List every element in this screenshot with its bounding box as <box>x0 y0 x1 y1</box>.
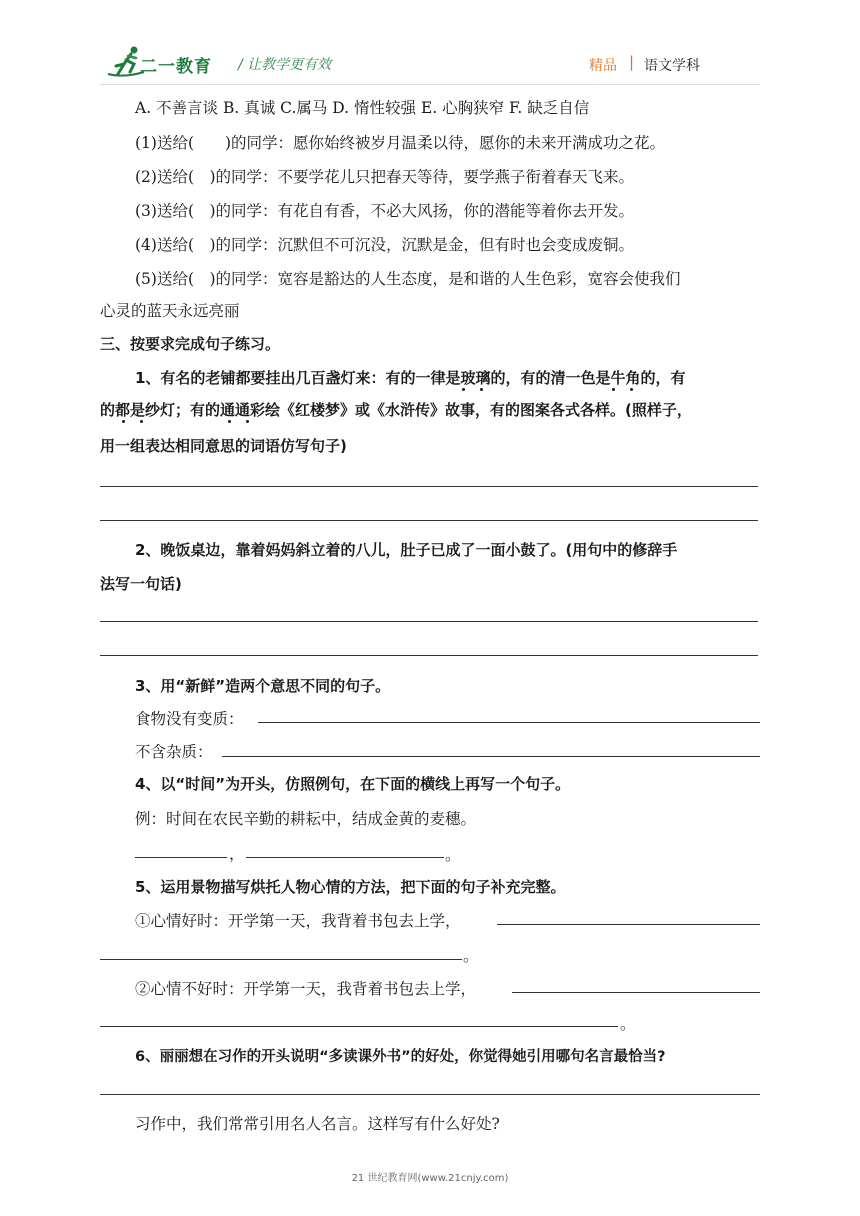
q5-prompt-a: ①心情好时：开学第一天，我背着书包去上学， <box>135 912 461 930</box>
answer-line[interactable] <box>100 1094 760 1095</box>
gift-item-2: (2)送给( )的同学：不要学花儿只把春天等待，要学燕子衔着春天飞来。 <box>135 168 635 186</box>
answer-line[interactable] <box>100 1026 618 1027</box>
emphasis-dot <box>480 388 483 391</box>
header-separator: | <box>629 53 635 71</box>
answer-line[interactable] <box>100 621 758 622</box>
q4-period: 。 <box>445 846 461 864</box>
emphasis-dot <box>140 420 143 423</box>
answer-line[interactable] <box>100 520 758 521</box>
q5-prompt-b: ②心情不好时：开学第一天，我背着书包去上学， <box>135 980 477 998</box>
gift-item-5-cont: 心灵的蓝天永远亮丽 <box>100 302 240 320</box>
q4-comma: ， <box>229 845 245 863</box>
page-footer: 21 世纪教育网(www.21cnjy.com) <box>351 1173 509 1184</box>
subject-label: 语文学科 <box>644 58 700 74</box>
gift-item-5: (5)送给( )的同学：宽容是豁达的人生态度，是和谐的人生色彩，宽容会使我们 <box>135 270 681 288</box>
options-line: A. 不善言谈 B. 真诚 C.属马 D. 惰性较强 E. 心胸狭窄 F. 缺乏自信 <box>135 99 590 117</box>
answer-line[interactable] <box>100 655 758 656</box>
answer-line[interactable] <box>246 857 444 858</box>
slogan: / 让教学更有效 <box>238 57 332 73</box>
gift-item-3: (3)送给( )的同学：有花自有香，不必大风扬，你的潜能等着你去开发。 <box>135 202 635 220</box>
q4-title: 4、以“时间”为开头，仿照例句，在下面的横线上再写一个句子。 <box>135 775 571 793</box>
q2-line-1: 2、晚饭桌边，靠着妈妈斜立着的八儿，肚子已成了一面小鼓了。(用句中的修辞手 <box>135 541 678 559</box>
answer-line[interactable] <box>222 756 760 757</box>
emphasis-dot <box>630 388 633 391</box>
emphasis-dot <box>462 388 465 391</box>
emphasis-dot <box>246 420 249 423</box>
header-divider <box>100 84 760 85</box>
q5-title: 5、运用景物描写烘托人物心情的方法，把下面的句子补充完整。 <box>135 878 566 896</box>
q1-line-3: 用一组表达相同意思的词语仿写句子) <box>100 437 347 455</box>
emphasis-dot <box>612 388 615 391</box>
answer-line[interactable] <box>100 959 462 960</box>
q6-title: 6、丽丽想在习作的开头说明“多读课外书”的好处，你觉得她引用哪句名言最恰当? <box>135 1049 666 1065</box>
answer-line[interactable] <box>100 486 758 487</box>
answer-line[interactable] <box>497 924 760 925</box>
answer-line[interactable] <box>512 992 760 993</box>
answer-line[interactable] <box>258 722 760 723</box>
emphasis-dot <box>228 420 231 423</box>
answer-line[interactable] <box>135 857 227 858</box>
emphasis-dot <box>122 420 125 423</box>
q4-example: 例：时间在农民辛勤的耕耘中，结成金黄的麦穗。 <box>135 810 477 828</box>
q1-line-1: 1、有名的老铺都要挂出几百盏灯来：有的一律是玻璃的，有的清一色是牛角的，有 <box>135 369 686 387</box>
quality-tag: 精品 <box>589 58 617 74</box>
gift-item-1: (1)送给( )的同学：愿你始终被岁月温柔以待，愿你的未来开满成功之花。 <box>135 134 666 152</box>
q6-followup: 习作中，我们常常引用名人名言。这样写有什么好处? <box>135 1115 500 1133</box>
q3-prompt-b: 不含杂质： <box>135 743 213 761</box>
q3-prompt-a: 食物没有变质： <box>135 710 244 728</box>
q5-period-b: 。 <box>620 1015 636 1033</box>
section-title: 三、按要求完成句子练习。 <box>100 335 281 353</box>
q5-period-a: 。 <box>463 947 479 965</box>
gift-item-4: (4)送给( )的同学：沉默但不可沉没，沉默是金，但有时也会变成废铜。 <box>135 236 635 254</box>
q3-title: 3、用“新鲜”造两个意思不同的句子。 <box>135 677 391 695</box>
q1-line-2: 的都是纱灯；有的通通彩绘《红楼梦》或《水浒传》故事，有的图案各式各样。(照样子， <box>100 401 692 419</box>
brand-name: 二一教育 <box>140 57 212 77</box>
q2-line-2: 法写一句话) <box>100 575 182 593</box>
